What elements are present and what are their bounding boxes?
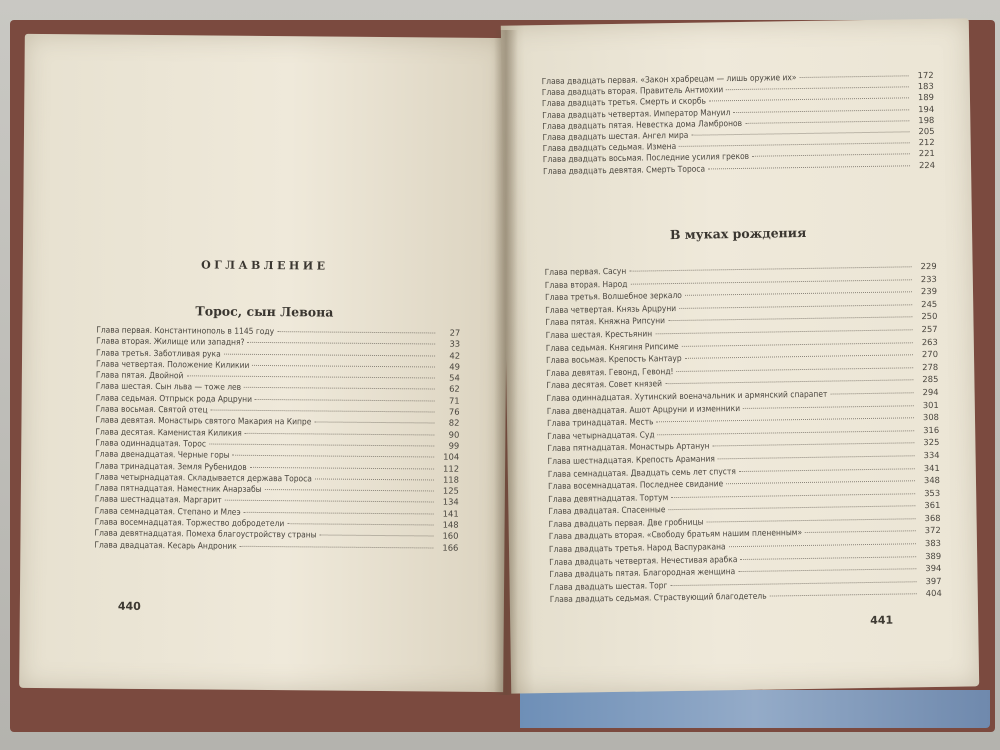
chapter-title: Глава двадцать пятая. Благородная женщина xyxy=(549,566,736,580)
page-number: 441 xyxy=(870,613,894,627)
chapter-page-number: 404 xyxy=(925,588,942,599)
chapter-title: Глава девятнадцатая. Тортум xyxy=(548,491,669,504)
chapter-page-number: 205 xyxy=(918,125,935,137)
chapter-page-number: 229 xyxy=(920,260,937,272)
chapter-page-number: 389 xyxy=(925,550,942,561)
dot-leader xyxy=(244,386,435,390)
chapter-title: Глава девятнадцатая. Помеха благоустройству страны xyxy=(94,527,317,540)
chapter-title: Глава десятая. Совет князей xyxy=(546,378,663,391)
dot-leader xyxy=(685,353,913,359)
chapter-page-number: 394 xyxy=(925,563,942,574)
chapter-page-number: 361 xyxy=(924,500,941,511)
chapter-page-number: 90 xyxy=(448,429,460,440)
dot-leader xyxy=(277,330,435,333)
chapter-title: Глава десятая. Каменистая Киликия xyxy=(95,426,242,438)
chapter-title: Глава двадцать четвертая. Император Мануил xyxy=(542,106,731,120)
dot-leader xyxy=(752,153,910,157)
dot-leader xyxy=(658,429,915,435)
chapter-title: Глава четырнадцатая. Складывается держава Тороса xyxy=(94,471,312,484)
dot-leader xyxy=(245,432,435,436)
chapter-title: Глава седьмая. Отпрыск рода Арцруни xyxy=(95,392,253,404)
chapter-title: Глава девятая. Монастырь святого Макария на Кипре xyxy=(95,414,312,427)
chapter-title: Глава двадцатая. Кесарь Андроник xyxy=(94,539,237,551)
dot-leader xyxy=(718,454,915,459)
right-page xyxy=(501,18,979,693)
dot-leader xyxy=(252,364,435,368)
contents-heading: ОГЛАВЛЕНИЕ xyxy=(201,258,329,273)
chapter-title: Глава двадцать пятая. Невестка дома Ламбронов xyxy=(542,117,743,131)
chapter-page-number: 118 xyxy=(442,474,460,485)
toc-entry xyxy=(94,539,458,553)
chapter-page-number: 353 xyxy=(924,487,941,498)
dot-leader xyxy=(240,544,434,548)
chapter-title: Глава двадцать первая. «Закон храбрецам — лишь оружие их» xyxy=(541,72,797,87)
chapter-page-number: 148 xyxy=(442,519,459,530)
chapter-page-number: 112 xyxy=(443,463,460,474)
chapter-page-number: 285 xyxy=(922,374,939,385)
chapter-title: Глава третья. Волшебное зеркало xyxy=(544,290,682,303)
dot-leader xyxy=(670,580,916,586)
chapter-title: Глава семнадцатая. Степано и Млеэ xyxy=(94,505,241,517)
chapter-title: Глава одиннадцатая. Торос xyxy=(95,437,207,449)
toc-list xyxy=(545,261,942,607)
chapter-page-number: 397 xyxy=(925,575,942,586)
dot-leader xyxy=(244,511,434,515)
chapter-page-number: 325 xyxy=(923,437,940,448)
dot-leader xyxy=(740,555,916,560)
chapter-title: Глава двадцать третья. Народ Васпуракана xyxy=(548,541,726,555)
chapter-title: Глава двадцать первая. Две гробницы xyxy=(548,516,704,529)
chapter-title: Глава шестнадцатая. Крепость Арамания xyxy=(547,453,715,466)
chapter-page-number: 270 xyxy=(921,349,939,360)
dot-leader xyxy=(630,278,911,284)
chapter-title: Глава седьмая. Княгиня Рипсиме xyxy=(545,340,679,353)
chapter-title: Глава вторая. Народ xyxy=(544,278,628,290)
chapter-title: Глава одиннадцатая. Хутинский военачальник и армянский спарапет xyxy=(546,388,828,403)
part-title: Торос, сын Левона xyxy=(195,303,334,320)
dot-leader xyxy=(668,316,912,322)
dot-leader xyxy=(745,119,909,124)
dot-leader xyxy=(805,530,916,534)
chapter-page-number: 194 xyxy=(918,103,935,114)
chapter-page-number: 263 xyxy=(921,336,938,347)
dot-leader xyxy=(738,568,916,573)
dot-leader xyxy=(713,442,915,447)
chapter-title: Глава шестнадцатая. Маргарит xyxy=(94,493,222,506)
dot-leader xyxy=(186,375,434,379)
chapter-page-number: 383 xyxy=(924,537,942,549)
chapter-page-number: 160 xyxy=(442,530,459,542)
chapter-page-number: 212 xyxy=(918,137,935,148)
dot-leader xyxy=(655,328,912,334)
chapter-page-number: 233 xyxy=(920,273,937,284)
dot-leader xyxy=(726,479,915,484)
dot-leader xyxy=(265,488,434,491)
chapter-title: Глава четвертая. Князь Арцруни xyxy=(545,302,677,315)
chapter-page-number: 368 xyxy=(924,512,941,523)
chapter-title: Глава пятая. Княжна Рипсуни xyxy=(545,315,666,328)
chapter-page-number: 294 xyxy=(922,386,939,398)
dot-leader xyxy=(691,130,909,135)
chapter-title: Глава первая. Сасун xyxy=(544,265,627,278)
chapter-page-number: 224 xyxy=(918,159,936,170)
chapter-page-number: 301 xyxy=(922,399,939,410)
dot-leader xyxy=(676,366,913,372)
chapter-page-number: 183 xyxy=(917,81,934,92)
chapter-title: Глава шестая. Крестьянин xyxy=(545,328,653,341)
chapter-title: Глава двадцать четвертая. Нечестивая арабка xyxy=(549,553,738,567)
chapter-title: Глава четырнадцатая. Суд xyxy=(547,429,655,441)
dot-leader xyxy=(209,442,434,446)
dot-leader xyxy=(225,499,434,503)
chapter-title: Глава двадцать вторая. «Свободу братьям нашим плененным» xyxy=(548,527,803,542)
page-number: 440 xyxy=(117,599,141,613)
chapter-title: Глава двадцатая. Спасенные xyxy=(548,504,666,517)
chapter-page-number: 99 xyxy=(448,440,460,451)
chapter-title: Глава третья. Заботливая рука xyxy=(96,347,221,359)
chapter-page-number: 134 xyxy=(442,497,459,508)
dot-leader xyxy=(629,265,911,271)
chapter-page-number: 76 xyxy=(448,406,460,417)
chapter-title: Глава пятая. Двойной xyxy=(95,369,184,381)
chapter-title: Глава двадцать седьмая. Страствующий благодетель xyxy=(549,591,767,605)
chapter-page-number: 308 xyxy=(922,412,940,423)
chapter-page-number: 250 xyxy=(921,311,938,322)
chapter-page-number: 341 xyxy=(923,462,940,473)
chapter-page-number: 42 xyxy=(449,350,461,361)
chapter-title: Глава тринадцатая. Месть xyxy=(546,416,654,429)
chapter-page-number: 189 xyxy=(917,92,935,103)
chapter-page-number: 316 xyxy=(923,424,940,435)
chapter-title: Глава двадцать шестая. Ангел мира xyxy=(542,129,689,143)
chapter-title: Глава пятнадцатая. Наместник Анарзабы xyxy=(94,482,262,495)
dot-leader xyxy=(656,416,914,422)
chapter-title: Глава семнадцатая. Двадцать семь лет спустя xyxy=(547,465,736,479)
chapter-title: Глава первая. Константинополь в 1145 году xyxy=(96,324,275,337)
chapter-page-number: 245 xyxy=(921,298,938,309)
toc-list-continued xyxy=(542,70,936,177)
chapter-page-number: 221 xyxy=(918,148,935,159)
chapter-page-number: 278 xyxy=(922,361,939,372)
chapter-title: Глава пятнадцатая. Монастырь Артанун xyxy=(547,440,710,454)
dot-leader xyxy=(233,454,435,458)
dot-leader xyxy=(706,517,915,522)
chapter-page-number: 49 xyxy=(449,361,461,372)
chapter-title: Глава четвертая. Положение Киликии xyxy=(95,358,250,370)
chapter-title: Глава восемнадцатая. Торжество добродетели xyxy=(94,516,285,529)
chapter-page-number: 141 xyxy=(442,508,459,519)
chapter-page-number: 198 xyxy=(918,114,935,125)
part-title: В муках рождения xyxy=(669,224,807,243)
book-cover-edge xyxy=(520,690,990,728)
chapter-page-number: 239 xyxy=(920,286,938,297)
chapter-page-number: 71 xyxy=(448,395,460,406)
dot-leader xyxy=(255,398,435,402)
chapter-page-number: 125 xyxy=(442,485,459,496)
dot-leader xyxy=(224,352,435,356)
chapter-title: Глава шестая. Сын льва — тоже лев xyxy=(95,381,242,393)
dot-leader xyxy=(665,379,913,385)
dot-leader xyxy=(708,164,910,169)
chapter-page-number: 33 xyxy=(449,338,461,350)
book-spine xyxy=(494,30,518,695)
dot-leader xyxy=(733,108,909,113)
dot-leader xyxy=(709,97,909,102)
dot-leader xyxy=(743,404,914,409)
dot-leader xyxy=(668,505,915,511)
dot-leader xyxy=(287,522,433,525)
dot-leader xyxy=(799,74,908,78)
chapter-page-number: 82 xyxy=(448,417,460,429)
dot-leader xyxy=(314,421,434,424)
dot-leader xyxy=(729,542,916,547)
chapter-title: Глава восьмая. Крепость Кантаур xyxy=(545,353,682,366)
chapter-title: Глава двадцать девятая. Смерть Тороса xyxy=(542,163,706,176)
chapter-title: Глава двадцать вторая. Правитель Антиохии xyxy=(541,84,724,98)
dot-leader xyxy=(320,534,434,537)
dot-leader xyxy=(679,141,910,147)
dot-leader xyxy=(739,467,915,472)
chapter-title: Глава двадцать седьмая. Измена xyxy=(542,141,677,154)
dot-leader xyxy=(679,303,912,309)
chapter-page-number: 172 xyxy=(917,69,934,81)
chapter-title: Глава вторая. Жилище или западня? xyxy=(96,335,245,348)
chapter-page-number: 62 xyxy=(449,384,460,395)
dot-leader xyxy=(830,391,913,394)
chapter-page-number: 334 xyxy=(923,449,940,461)
dot-leader xyxy=(770,593,917,597)
chapter-title: Глава восьмая. Святой отец xyxy=(95,403,208,415)
dot-leader xyxy=(315,477,434,480)
chapter-title: Глава двадцать шестая. Торг xyxy=(549,580,668,592)
dot-leader xyxy=(726,86,909,91)
chapter-page-number: 348 xyxy=(923,474,941,486)
chapter-page-number: 54 xyxy=(449,372,460,383)
chapter-page-number: 27 xyxy=(449,327,461,338)
chapter-page-number: 166 xyxy=(442,542,459,553)
chapter-page-number: 257 xyxy=(921,323,938,335)
dot-leader xyxy=(682,341,913,347)
dot-leader xyxy=(250,465,434,469)
chapter-title: Глава двадцать третья. Смерть и скорбь xyxy=(541,95,707,109)
chapter-title: Глава двадцать восьмая. Последние усилия греков xyxy=(542,151,750,165)
dot-leader xyxy=(211,409,435,413)
dot-leader xyxy=(248,341,436,345)
chapter-page-number: 372 xyxy=(924,525,941,536)
chapter-title: Глава восемнадцатая. Последнее свидание xyxy=(547,478,724,492)
chapter-title: Глава двенадцатая. Ашот Арцруни и изменники xyxy=(546,402,741,416)
toc-list xyxy=(94,325,460,554)
chapter-title: Глава тринадцатая. Земля Рубенидов xyxy=(95,460,247,472)
chapter-title: Глава девятая. Гевонд, Гевонд! xyxy=(546,365,674,378)
dot-leader xyxy=(671,492,915,498)
chapter-title: Глава двенадцатая. Черные горы xyxy=(95,448,230,460)
dot-leader xyxy=(685,290,912,296)
left-page xyxy=(19,34,509,692)
chapter-page-number: 104 xyxy=(443,451,460,462)
